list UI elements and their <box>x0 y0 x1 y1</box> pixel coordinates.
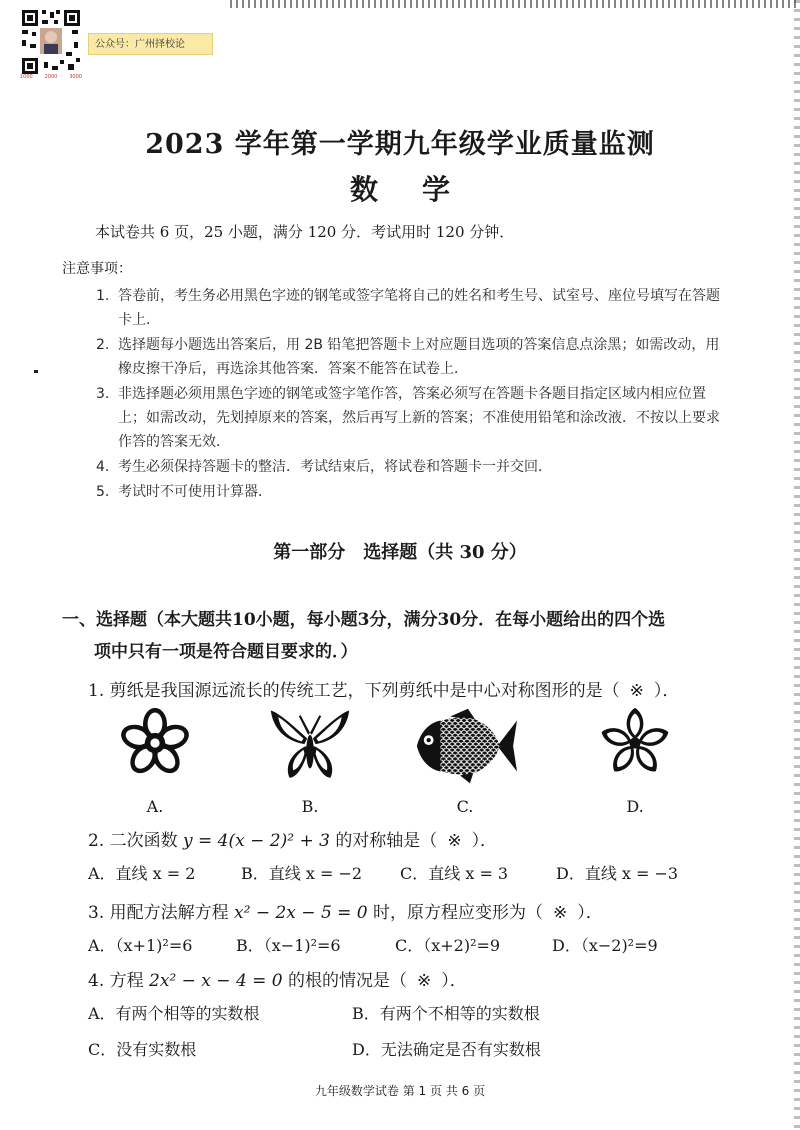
figure-label: C. <box>456 797 474 816</box>
answer-mark: ※ <box>417 971 432 991</box>
figure-d[interactable] <box>575 706 695 816</box>
notice-item <box>96 333 726 381</box>
figure-c[interactable] <box>395 706 535 816</box>
question-stem: 1. 剪纸是我国源远流长的传统工艺，下列剪纸中是中心对称图形的是（ <box>88 681 620 701</box>
qr-number: 1000 <box>20 74 33 80</box>
qr-code-icon <box>20 8 82 76</box>
notice-text: 选择题每小题选出答案后，用 2B 铅笔把答题卡上对应题目选项的答案信息点涂黑；如需改动，用橡皮擦干净后，再选涂其他答案．答案不能答在试卷上． <box>118 337 720 377</box>
formula: x² − 2x − 5 = 0 <box>234 903 368 923</box>
notice-item <box>96 480 726 504</box>
question-end: ）． <box>653 681 680 701</box>
butterfly-papercut-icon <box>268 706 352 786</box>
option-a[interactable]: A．直线 x = 2 <box>88 864 196 883</box>
part-title: 第一部分 选择题（共 30 分） <box>273 542 527 563</box>
question-stem: 的对称轴是（ <box>335 831 438 851</box>
notice-number: 3. <box>96 386 110 402</box>
question-2 <box>88 826 497 851</box>
question-1 <box>88 676 679 701</box>
figure-a[interactable] <box>95 706 215 816</box>
section-heading <box>62 604 742 668</box>
question-stem: 4. 方程 <box>88 971 144 991</box>
notice-text: 答卷前，考生务必用黑色字迹的钢笔或签字笔将自己的姓名和考生号、试室号、座位号填写在答题卡上． <box>118 288 720 328</box>
question-end: ）． <box>577 903 603 923</box>
q1-figures <box>95 706 715 816</box>
notice-text: 考生必须保持答题卡的整洁．考试结束后，将试卷和答题卡一并交回． <box>118 459 552 475</box>
option-c[interactable]: C．直线 x = 3 <box>400 864 509 883</box>
flower-papercut-icon <box>118 706 192 780</box>
exam-title: 2023 学年第一学期九年级学业质量监测 <box>145 129 655 160</box>
page-footer: 九年级数学试卷 第 1 页 共 6 页 <box>314 1084 486 1098</box>
notice-number: 5. <box>96 484 110 500</box>
figure-b[interactable] <box>250 706 370 816</box>
question-4 <box>88 966 467 991</box>
exam-info: 本试卷共 6 页，25 小题，满分 120 分．考试用时 120 分钟． <box>95 223 515 241</box>
question-stem: 2. 二次函数 <box>88 831 178 851</box>
option-a[interactable]: A．有两个相等的实数根 <box>88 1004 260 1023</box>
scan-edge-top <box>230 0 800 8</box>
notice-item <box>96 382 726 454</box>
fish-papercut-icon <box>411 706 519 786</box>
notices-title: 注意事项： <box>62 261 132 277</box>
answer-mark: ※ <box>629 681 644 701</box>
answer-mark: ※ <box>553 903 568 923</box>
section-heading-line: 一、选择题（本大题共10小题，每小题3分，满分30分．在每小题给出的四个选 <box>62 610 666 630</box>
formula: 2x² − x − 4 = 0 <box>149 971 283 991</box>
notice-item <box>96 284 726 332</box>
question-stem: 的根的情况是（ <box>288 971 408 991</box>
option-b[interactable]: B．有两个不相等的实数根 <box>352 1004 540 1023</box>
option-d[interactable]: D．无法确定是否有实数根 <box>352 1040 541 1059</box>
notice-number: 1. <box>96 288 110 304</box>
question-stem: 3. 用配方法解方程 <box>88 903 229 923</box>
figure-label: D. <box>626 797 644 816</box>
answer-mark: ※ <box>447 831 462 851</box>
option-b[interactable]: B．（x−1)²=6 <box>236 936 341 955</box>
question-3 <box>88 898 603 923</box>
notice-text: 非选择题必须用黑色字迹的钢笔或签字笔作答，答案必须写在答题卡各题目指定区域内相应位置上；如需改动，先划掉原来的答案，然后再写上新的答案；不准使用铅笔和涂改液．不按以上要求作答的答案无效． <box>118 386 720 450</box>
section-heading-line: 项中只有一项是符合题目要求的．） <box>94 642 358 662</box>
qr-number: 2000 <box>44 74 58 80</box>
scan-speck <box>34 370 38 373</box>
option-c[interactable]: C．没有实数根 <box>88 1040 197 1059</box>
option-d[interactable]: D．（x−2)²=9 <box>552 936 658 955</box>
question-end: ）． <box>441 971 467 991</box>
qr-numbers <box>20 74 82 80</box>
subject-char: 数 <box>349 173 378 206</box>
option-c[interactable]: C．（x+2)²=9 <box>395 936 501 955</box>
notice-item <box>96 455 726 479</box>
formula: y = 4(x − 2)² + 3 <box>183 831 330 851</box>
notices-list <box>96 284 726 505</box>
figure-label: A. <box>146 797 164 816</box>
subject-title <box>0 168 800 208</box>
option-b[interactable]: B．直线 x = −2 <box>241 864 363 883</box>
five-petal-flower-icon <box>598 706 672 780</box>
question-end: ）． <box>471 831 498 851</box>
notice-number: 2. <box>96 337 110 353</box>
qr-number: 3000 <box>69 74 82 80</box>
option-a[interactable]: A．（x+1)²=6 <box>88 936 193 955</box>
figure-label: B. <box>301 797 319 816</box>
notice-number: 4. <box>96 459 110 475</box>
notice-text: 考试时不可使用计算器． <box>118 484 272 500</box>
option-d[interactable]: D．直线 x = −3 <box>556 864 679 883</box>
account-tag: 公众号：广州择校论 <box>88 33 213 55</box>
subject-char: 学 <box>422 173 451 206</box>
question-stem: 时，原方程应变形为（ <box>373 903 544 923</box>
